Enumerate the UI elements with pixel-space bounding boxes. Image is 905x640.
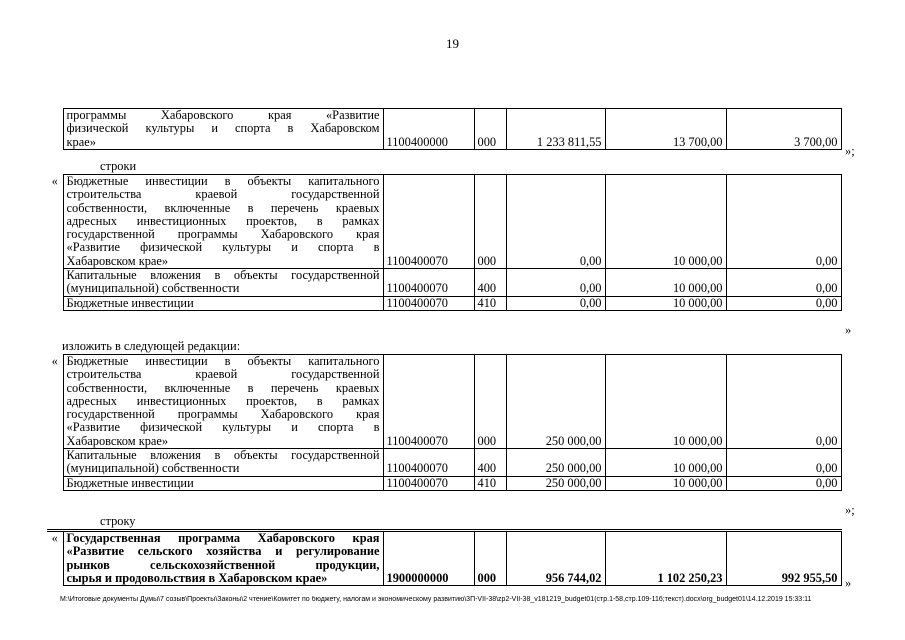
old-rows-block: [47, 174, 852, 337]
table-row: Бюджетные инвестиции 1100400070 410 250 000,00 10 000,00 0,00: [47, 476, 841, 490]
row-name: Бюджетные инвестиции в объекты капитального строительства краевой государственной собственности, включенные в перечень краевых адресных инвестиционных проектов, в рамках государственной программы Хабаровского края «Развитие физической культуры и спорта в Хабаровском крае»: [63, 355, 383, 449]
row-name: Бюджетные инвестиции: [63, 296, 383, 310]
new-rows-block: [47, 354, 855, 517]
table-row: Капитальные вложения в объекты государственной (муниципальной) собственности 1100400070 400 250 000,00 10 000,00 0,00: [47, 449, 841, 477]
value-2021: 3 700,00: [726, 109, 841, 150]
program-row-block: [47, 529, 852, 590]
table-row: Бюджетные инвестиции 1100400070 410 0,00 10 000,00 0,00: [47, 296, 841, 310]
page-number: 19: [446, 36, 459, 51]
table-fragment-top: [47, 108, 855, 158]
end-quote-semicolon: »;: [845, 144, 855, 158]
table-row: « Бюджетные инвестиции в объекты капитального строительства краевой государственной собственности, включенные в перечень краевых адресных инвестиционных проектов, в рамках государственной программы Хабаровского края «Развитие физической культуры и спорта в Хабаровском крае» 1100400070 000 0,00 10 000,00 0,00: [47, 175, 841, 269]
footer-file-path: M:\Итоговые документы Думы\7 созыв\Проекты\Законы\2 чтение\Комитет по бюджету, налогам и экономическому развитию\3П-VII-38\zp2-VII-38_v181219_budget01(стр.1-58,стр.109-116;текст).docx\org_budget01\14.12.2019 15:33:11: [60, 596, 812, 603]
open-quote: «: [51, 174, 58, 188]
caption-edit: изложить в следующей редакции:: [62, 339, 241, 353]
table-row: « Государственная программа Хабаровского края «Развитие сельского хозяйства и регулирование рынков сельскохозяйственной продукции, сырья и продовольствия в Хабаровском крае» 1900000000 000 956 744,02 1 102 250,23 992 955,50: [47, 531, 841, 586]
close-quote-semicolon: »;: [845, 503, 855, 517]
table-row: [47, 109, 841, 150]
open-quote: «: [51, 354, 58, 368]
caption-row: строку: [100, 514, 136, 528]
row-name: Государственная программа Хабаровского края «Развитие сельского хозяйства и регулирование рынков сельскохозяйственной продукции, сырья и продовольствия в Хабаровском крае»: [63, 531, 383, 586]
row-name: Бюджетные инвестиции: [63, 476, 383, 490]
value-2019: 1 233 811,55: [506, 109, 605, 150]
open-quote: «: [51, 531, 58, 545]
row-name: программы Хабаровского края «Развитие физической культуры и спорта в Хабаровском крае»: [63, 109, 383, 150]
csr-cell: 1100400000: [383, 109, 474, 150]
row-name: Капитальные вложения в объекты государственной (муниципальной) собственности: [63, 449, 383, 477]
budget-table-new: [47, 354, 842, 491]
close-quote: »: [845, 576, 852, 590]
row-name: Капитальные вложения в объекты государственной (муниципальной) собственности: [63, 269, 383, 297]
close-quote: »: [845, 323, 852, 337]
budget-table-program: [47, 529, 842, 586]
vr-cell: 000: [474, 109, 506, 150]
budget-table-old: [47, 174, 842, 311]
value-2020: 13 700,00: [605, 109, 726, 150]
row-name: Бюджетные инвестиции в объекты капитального строительства краевой государственной собственности, включенные в перечень краевых адресных инвестиционных проектов, в рамках государственной программы Хабаровского края «Развитие физической культуры и спорта в Хабаровском крае»: [63, 175, 383, 269]
budget-table-top: [47, 108, 842, 150]
table-row: Капитальные вложения в объекты государственной (муниципальной) собственности 1100400070 400 0,00 10 000,00 0,00: [47, 269, 841, 297]
caption-rows: строки: [100, 159, 137, 173]
table-row: « Бюджетные инвестиции в объекты капитального строительства краевой государственной собственности, включенные в перечень краевых адресных инвестиционных проектов, в рамках государственной программы Хабаровского края «Развитие физической культуры и спорта в Хабаровском крае» 1100400070 000 250 000,00 10 000,00 0,00: [47, 355, 841, 449]
